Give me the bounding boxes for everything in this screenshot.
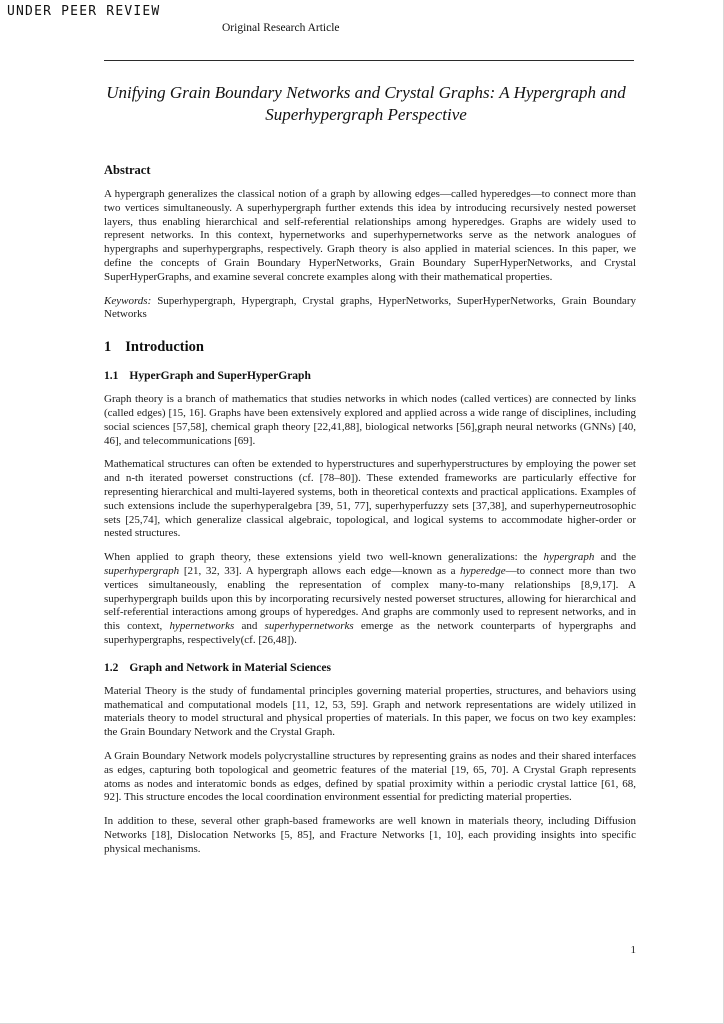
abstract-text: A hypergraph generalizes the classical notion of a graph by allowing edges—called hyperedges—to connect more than two vertices simultaneously. A superhypergraph further extends this idea by introducing recursively nested powerset layers, thus enabling hierarchical and self-referential relationships among hyperedges. Graphs are widely used to represent networks. In this context, hypernetworks and superhypernetworks serve as the network analogues of hypergraphs and superhypergraphs, respectively. Graph theory is also applied in material sciences. In this paper, we define the concepts of Grain Boundary HyperNetworks, Grain Boundary SuperHyperNetworks, and Crystal SuperHyperGraphs, and examine several concrete examples along with their mathematical properties. [104, 188, 636, 283]
subsection-title: HyperGraph and SuperHyperGraph [129, 370, 311, 383]
article-type-label: Original Research Article [222, 22, 340, 34]
paragraph: Mathematical structures can often be extended to hyperstructures and superhyperstructures by employing the power set and n-th iterated powerset constructions (cf. [78–80]). These extended frameworks are particularly effective for representing hierarchical and multi-layered systems, both in theoretical contexts and practical applications. Examples of such extensions include the superhyperalgebra [39, 51, 77], superhyperfuzzy sets [37,38], and superhyperneutrosophic sets [25,74], which generalize classical algebraic, topological, and logical systems to accommodate higher-order or nested structures. [104, 458, 636, 540]
subsection-1-1-heading [104, 370, 636, 382]
paper-title: Unifying Grain Boundary Networks and Crystal Graphs: A Hypergraph and Superhypergraph Perspective [106, 83, 626, 125]
paragraph: Material Theory is the study of fundamental principles governing material properties, structures, and behaviors using mathematical and computational models [11, 12, 53, 59]. Graph and network representations are widely utilized in materials theory to model structural and physical properties of materials. In this paper, we focus on two key examples: the Grain Boundary Network and the Crystal Graph. [104, 684, 636, 739]
section-title: Introduction [125, 339, 204, 356]
page-number: 1 [630, 944, 636, 956]
header-rule [104, 60, 634, 61]
section-1-heading [104, 339, 636, 356]
subsection-title: Graph and Network in Material Sciences [129, 661, 331, 674]
paragraph: When applied to graph theory, these extensions yield two well-known generalizations: the hypergraph and the superhypergraph [21, 32, 33]. A hypergraph allows each edge—known as a hyperedge—to connect more than two vertices simultaneously, enabling the representation of complex many-to-many relationships [8,9,17]. A superhypergraph builds upon this by incorporating recursively nested powerset structures, allowing for hierarchical and self-referential interactions among groups of hyperedges. And graphs are commonly used to represent networks, and in this context, hypernetworks and superhypernetworks emerge as the network counterparts of hypergraphs and superhypergraphs, respectively(cf. [26,48]). [104, 551, 636, 646]
section-number: 1 [104, 339, 112, 356]
paragraph: A Grain Boundary Network models polycrystalline structures by representing grains as nodes and their shared interfaces as edges, capturing both topological and geometric features of the material [19, 65, 70]. A Crystal Graph represents atoms as nodes and interatomic bonds as edges, defined by spatial proximity within a periodic crystal lattice [61, 68, 92]. This structure encodes the local coordination environment essential for predicting material properties. [104, 749, 636, 804]
subsection-number: 1.1 [104, 370, 119, 383]
abstract-heading: Abstract [104, 163, 151, 177]
subsection-number: 1.2 [104, 661, 119, 674]
paragraph: Graph theory is a branch of mathematics that studies networks in which nodes (called vertices) are connected by links (called edges) [15, 16]. Graphs have been extensively explored and applied across a wide range of disciplines, including social sciences [57,58], chemical graph theory [22,41,88], biological networks [56],graph neural networks (GNNs) [40, 46], and telecommunications [69]. [104, 393, 636, 447]
subsection-1-2-heading [104, 662, 636, 674]
keywords-line: Keywords: Superhypergraph, Hypergraph, Crystal graphs, HyperNetworks, SuperHyperNetworks, Grain Boundary Networks [104, 294, 636, 321]
peer-review-watermark: UNDER PEER REVIEW [7, 4, 161, 19]
paragraph: In addition to these, several other graph-based frameworks are well known in materials theory, including Diffusion Networks [18], Dislocation Networks [5, 85], and Fracture Networks [1, 10], each providing insights into specific physical mechanisms. [104, 815, 636, 855]
paper-body [104, 163, 636, 866]
